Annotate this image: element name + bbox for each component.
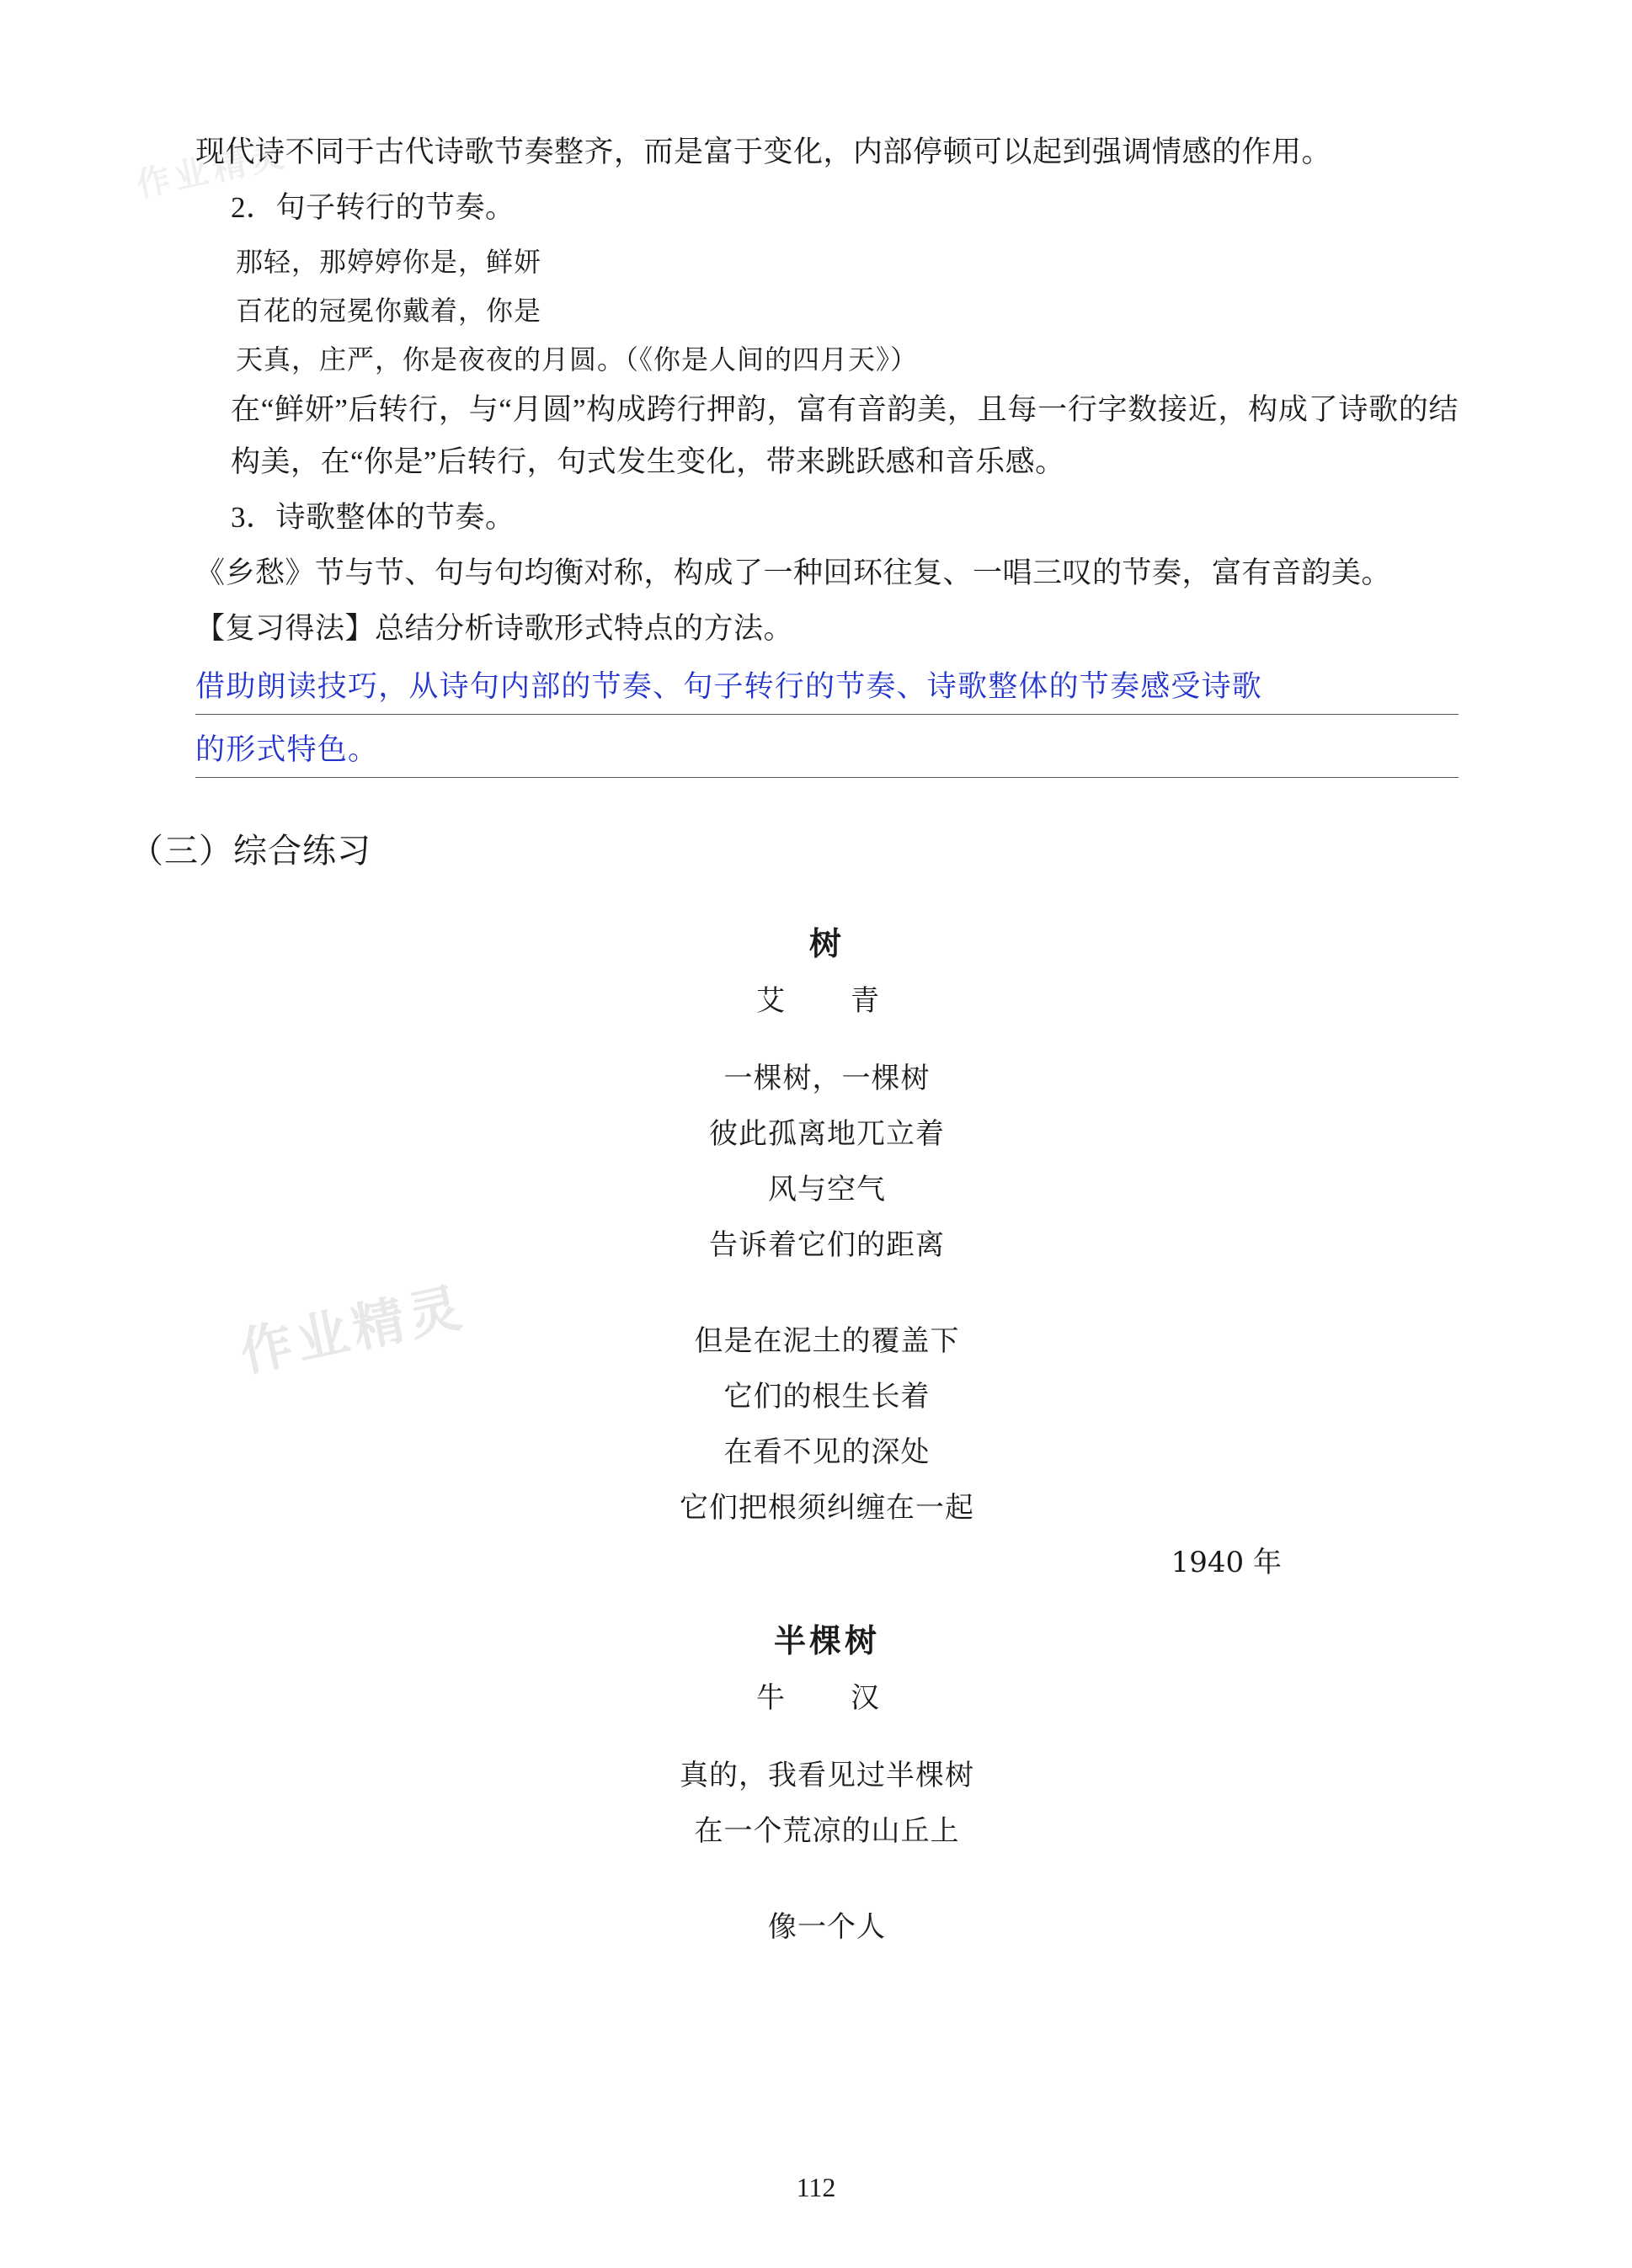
poem-tree: [195, 914, 1459, 1589]
paragraph-modern-poetry-rhythm: 现代诗不同于古代诗歌节奏整齐，而是富于变化，内部停顿可以起到强调情感的作用。: [195, 136, 1332, 168]
verse-quote-line: 百花的冠冕你戴着，你是: [236, 295, 542, 327]
verse-quote-line: 那轻，那婷婷你是，鲜妍: [236, 246, 542, 278]
poem-line: 它们把根须纠缠在一起: [680, 1491, 974, 1525]
answer-line: 借助朗读技巧，从诗句内部的节奏、句子转行的节奏、诗歌整体的节奏感受诗歌: [195, 663, 1459, 715]
poem-line: 在一个荒凉的山丘上: [694, 1814, 960, 1848]
handwritten-answer: [195, 663, 1459, 778]
paragraph-analysis: 在“鲜妍”后转行，与“月圆”构成跨行押韵，富有音韵美，且每一行字数接近，构成了诗歌的结构美，在“你是”后转行，句式发生变化，带来跳跃感和音乐感。: [231, 393, 1459, 478]
watermark-top: 作业精灵: [133, 136, 293, 205]
poem-half-tree: [195, 1611, 1459, 1955]
poem-author: 艾 青: [756, 984, 898, 1018]
poem-line: 像一个人: [768, 1910, 886, 1944]
paragraph-item-3: 3．诗歌整体的节奏。: [231, 501, 515, 534]
poem-line: 风与空气: [768, 1173, 886, 1206]
poem-line: 但是在泥土的覆盖下: [694, 1324, 960, 1358]
stanza-gap: [195, 1273, 1459, 1313]
poem-title: 半棵树: [773, 1621, 880, 1659]
paragraph-item-2: 2．句子转行的节奏。: [231, 191, 515, 224]
paragraph-xiangchou: 《乡愁》节与节、句与句均衡对称，构成了一种回环往复、一唱三叹的节奏，富有音韵美。: [195, 556, 1392, 589]
answer-line: 的形式特色。: [195, 727, 1459, 778]
poem-body: [195, 1051, 1459, 1536]
section-heading-comprehensive-practice: （三）综合练习: [130, 832, 371, 870]
poem-title: 树: [808, 924, 845, 962]
watermark-middle: 作业精灵: [235, 1278, 472, 1383]
poem-line: 在看不见的深处: [723, 1435, 931, 1469]
page-number: 112: [796, 2172, 836, 2202]
poem-body: [195, 1748, 1459, 1955]
page-content: [130, 126, 1459, 1955]
poem-date: 1940 年: [1171, 1546, 1282, 1579]
poem-author: 牛 汉: [756, 1681, 898, 1715]
verse-quote-line: 天真，庄严，你是夜夜的月圆。（《你是人间的四月天》）: [236, 343, 919, 375]
poem-line: 告诉着它们的距离: [709, 1228, 945, 1262]
verse-quote-block: [195, 237, 1459, 384]
poem-line: 真的，我看见过半棵树: [680, 1759, 974, 1792]
poem-line: 彼此孤离地兀立着: [709, 1117, 945, 1151]
paragraph-review-method: 【复习得法】总结分析诗歌形式特点的方法。: [195, 612, 794, 645]
poem-line: 它们的根生长着: [723, 1380, 931, 1414]
poem-line: 一棵树，一棵树: [723, 1062, 931, 1095]
stanza-gap: [195, 1859, 1459, 1899]
